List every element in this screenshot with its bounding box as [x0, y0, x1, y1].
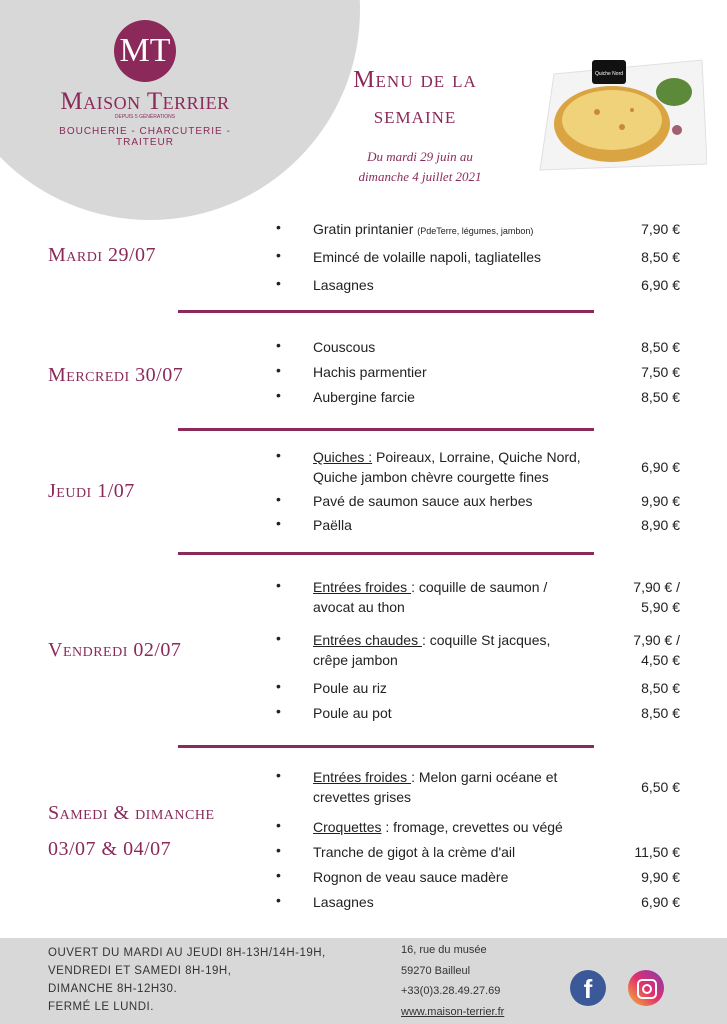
instagram-icon[interactable] — [628, 970, 664, 1006]
item-price: 5,90 € — [641, 599, 680, 615]
bullet-icon: • — [276, 491, 281, 507]
hours-line: DIMANCHE 8H-12H30. — [48, 983, 178, 995]
day-vendredi: Vendredi 02/07 — [48, 639, 182, 661]
address-street: 16, rue du musée — [401, 944, 487, 956]
bullet-icon: • — [276, 767, 281, 783]
menu-title — [315, 62, 515, 134]
day-weekend-line: 03/07 & 04/07 — [48, 838, 172, 860]
day-mercredi: Mercredi 30/07 — [48, 364, 184, 386]
brand-name: Maison Terrier — [60, 88, 230, 115]
bullet-icon: • — [276, 892, 281, 908]
logo-emblem: MT — [114, 20, 176, 82]
item-name-line2: crevettes grises — [313, 789, 412, 805]
bullet-icon: • — [276, 842, 281, 858]
item-label: Quiches : — [313, 449, 373, 465]
item-price: 7,90 € — [641, 221, 680, 237]
item-name: Paëlla — [313, 517, 352, 533]
title-line: semaine — [373, 103, 457, 129]
item-price: 9,90 € — [641, 869, 680, 885]
opening-hours — [48, 944, 326, 1016]
item-price: 4,50 € — [641, 652, 680, 668]
tagline: BOUCHERIE - CHARCUTERIE - TRAITEUR — [59, 126, 231, 148]
item-name: Hachis parmentier — [313, 364, 427, 380]
item-name: Couscous — [313, 339, 376, 355]
bullet-icon: • — [276, 362, 281, 378]
day-weekend-line: Samedi & dimanche — [48, 802, 215, 824]
item-name: Rognon de veau sauce madère — [313, 869, 509, 885]
item-name: Poule au pot — [313, 705, 392, 721]
item-price: 8,50 € — [641, 249, 680, 265]
item-label: Entrées froides — [313, 579, 412, 595]
item-name: Gratin printanier — [313, 221, 414, 237]
item-price: 8,50 € — [641, 389, 680, 405]
hours-line: OUVERT DU MARDI AU JEUDI 8H-13H/14H-19H, — [48, 947, 326, 959]
item-name: : fromage, crevettes ou végé — [381, 819, 563, 835]
item-price: 9,90 € — [641, 493, 680, 509]
website-link[interactable]: www.maison-terrier.fr — [401, 1005, 505, 1018]
item-name-line2: crêpe jambon — [313, 652, 398, 668]
bullet-icon: • — [276, 678, 281, 694]
section-divider — [178, 310, 594, 313]
item-price: 8,50 € — [641, 680, 680, 696]
item-name: Tranche de gigot à la crème d'ail — [313, 844, 516, 860]
day-weekend — [48, 795, 215, 867]
item-name: : coquille St jacques, — [421, 632, 551, 648]
item-price: 7,90 € / — [633, 632, 680, 648]
bullet-icon: • — [276, 447, 281, 463]
phone-number[interactable]: +33(0)3.28.49.27.69 — [401, 985, 501, 997]
brand-subtitle: DEPUIS 5 GÉNÉRATIONS — [114, 114, 176, 120]
section-divider — [178, 552, 594, 555]
item-name: : Melon garni océane et — [411, 769, 558, 785]
dates-line: Du mardi 29 juin au — [367, 149, 473, 164]
facebook-icon[interactable]: f — [570, 970, 606, 1006]
item-price: 8,50 € — [641, 705, 680, 721]
hours-line: VENDREDI ET SAMEDI 8H-19H, — [48, 965, 232, 977]
item-name: Aubergine farcie — [313, 389, 415, 405]
bullet-icon: • — [276, 867, 281, 883]
item-name: : coquille de saumon / — [411, 579, 548, 595]
item-price: 6,50 € — [641, 779, 680, 795]
item-price: 7,50 € — [641, 364, 680, 380]
bullet-icon: • — [276, 387, 281, 403]
item-price: 6,90 € — [641, 459, 680, 475]
item-name: Emincé de volaille napoli, tagliatelles — [313, 249, 542, 265]
photo-tag: Quiche Nord — [594, 71, 624, 77]
item-label: Croquettes — [313, 819, 382, 835]
item-label: Entrées chaudes — [313, 632, 422, 648]
item-price: 6,90 € — [641, 894, 680, 910]
bullet-icon: • — [276, 703, 281, 719]
quiche-photo — [532, 52, 707, 174]
item-name-line2: avocat au thon — [313, 599, 405, 615]
day-mardi: Mardi 29/07 — [48, 244, 157, 266]
logo — [40, 20, 250, 148]
week-dates — [320, 147, 520, 187]
address — [401, 940, 504, 1022]
item-name: Poule au riz — [313, 680, 387, 696]
item-name-line2: Quiche jambon chèvre courgette fines — [313, 469, 549, 485]
item-label: Entrées froides — [313, 769, 412, 785]
item-price: 7,90 € / — [633, 579, 680, 595]
footer — [0, 938, 727, 1024]
dates-line: dimanche 4 juillet 2021 — [358, 169, 482, 184]
bullet-icon: • — [276, 337, 281, 353]
item-price: 8,90 € — [641, 517, 680, 533]
item-price: 11,50 € — [634, 844, 680, 860]
item-note: (PdeTerre, légumes, jambon) — [417, 226, 534, 236]
section-divider — [178, 745, 594, 748]
bullet-icon: • — [276, 515, 281, 531]
item-name: Lasagnes — [313, 277, 374, 293]
section-divider — [178, 428, 594, 431]
title-line: Menu de la — [353, 67, 477, 93]
item-name: Pavé de saumon sauce aux herbes — [313, 493, 533, 509]
bullet-icon: • — [276, 577, 281, 593]
hours-line: FERMÉ LE LUNDI. — [48, 1001, 154, 1013]
item-price: 6,90 € — [641, 277, 680, 293]
item-price: 8,50 € — [641, 339, 680, 355]
bullet-icon: • — [276, 219, 281, 235]
bullet-icon: • — [276, 247, 281, 263]
address-city: 59270 Bailleul — [401, 964, 471, 977]
bullet-icon: • — [276, 630, 281, 646]
item-name: Lasagnes — [313, 894, 374, 910]
item-name: Poireaux, Lorraine, Quiche Nord, — [372, 449, 581, 465]
day-jeudi: Jeudi 1/07 — [48, 480, 135, 502]
bullet-icon: • — [276, 817, 281, 833]
bullet-icon: • — [276, 275, 281, 291]
